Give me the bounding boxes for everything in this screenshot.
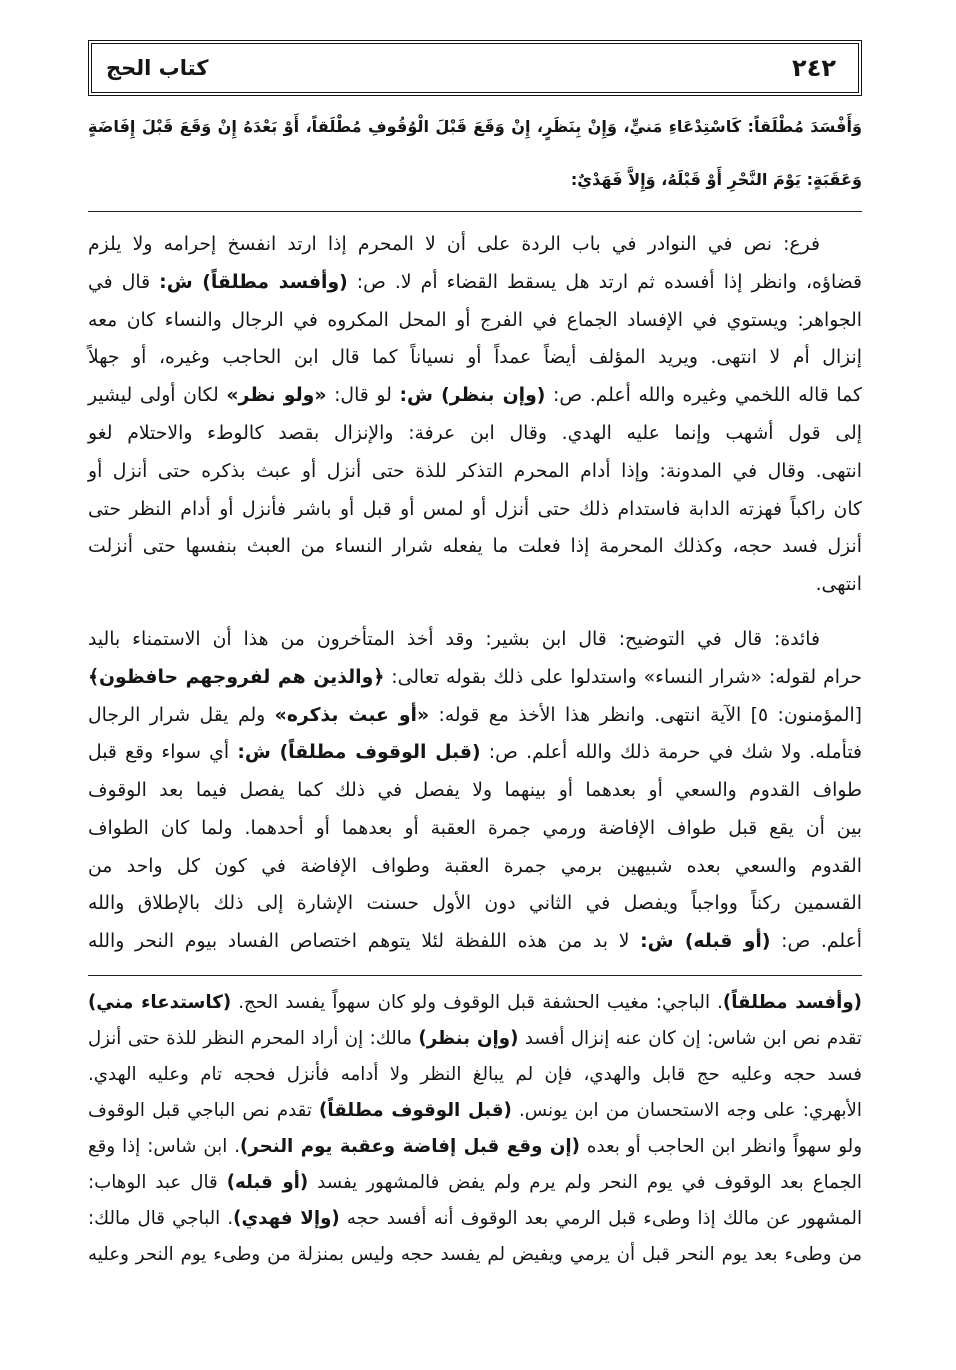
footnote-line: [88, 1093, 862, 1129]
lemma-bold: (كاستدعاء مني): [88, 992, 232, 1013]
commentary-line: [88, 923, 862, 961]
footnote-line: [88, 1129, 862, 1165]
text-segment: أي سواء وقع قبل: [88, 742, 238, 764]
text-segment: مالك: إن أراد المحرم النظر للذة حتى أنزل: [88, 1028, 419, 1049]
commentary-line: إلى قول أشهب وإنما عليه الهدي. وقال ابن عرفة: والإنزال بقصد كالوطء والاحتلام لغو: [88, 422, 862, 444]
commentary-line: القسمين ركناً وواجباً ويفصل في الثاني دون الأول حسنت الإشارة إلى ذلك بالإطلاق والله: [88, 893, 862, 915]
text-segment: قال في: [88, 271, 160, 293]
commentary-line: [88, 697, 862, 735]
text-segment: ولم يقل شرار الرجال: [88, 704, 275, 726]
quote-bold: «ولو نظر»: [226, 385, 327, 407]
text-segment: . ابن شاس: إذا وقع: [88, 1136, 241, 1157]
quran-verse: ﴿والذين هم لفروجهم حافظون﴾: [88, 666, 385, 688]
lemma-bold: (أو قبله): [226, 1172, 309, 1193]
divider-rule: [88, 211, 862, 212]
commentary-line: انتهى. وقال في المدونة: وإذا أدام المحرم التذكر للذة حتى أنزل أو عبث بذكره حتى أنزل أو: [88, 460, 862, 482]
commentary-line: [88, 734, 862, 772]
running-title: كتاب الحج: [106, 56, 209, 80]
lemma-bold: (وإن بنظر): [418, 1028, 519, 1049]
footnote-line: فسد حجه وعليه حج قابل والهدي، فإن لم يبالغ النظر ولا أدامه فأنزل فحجه تام وعليه الهدي.: [88, 1064, 862, 1085]
commentary-line: القدوم والسعي بعده شبيهين برمي جمرة العقبة وطواف الإفاضة في كون كل واحد من: [88, 855, 862, 877]
commentary-line: [88, 659, 862, 697]
footnote-line: [88, 1165, 862, 1201]
divider-rule: [88, 975, 862, 976]
running-header: [88, 40, 862, 96]
footnote-line: من وطىء بعد يوم النحر قبل أن يرمي ويفيض لم يفسد حجه وليس بمنزلة من وطىء يوم النحر وعليه: [88, 1244, 862, 1265]
commentary-line: الجواهر: ويستوي في الإفساد الجماع في الفرج أو المحل المكروه في الرجال والنساء كان معه: [88, 309, 862, 331]
matn-line: وَأَفْسَدَ مُطْلَقاً: كَاسْتِدْعَاءِ مَنيٍّ، وَإِنْ بِنَظَرٍ، إِنْ وَقَعَ قَبْلَ الْوُقُوفِ مُطْلَقاً، أَوْ بَعْدَهُ إِنْ وَقَعَ قَبْلَ إِفَاضَةٍ: [88, 117, 862, 136]
text-segment: قال عبد الوهاب:: [88, 1172, 227, 1193]
footnote-line: [88, 985, 862, 1021]
commentary-paragraph: [88, 621, 862, 961]
matn-text: [88, 100, 862, 206]
lemma-bold: (قبل الوقوف مطلقاً) ش:: [237, 742, 481, 764]
footnote-line: [88, 1201, 862, 1237]
commentary-line: [88, 264, 862, 302]
lemma-bold: (إن وقع قبل إفاضة وعقبة يوم النحر): [240, 1136, 580, 1157]
lemma-bold: (وأفسد مطلقاً): [722, 992, 862, 1013]
text-segment: تقدم نص ابن شاس: إن كان عنه إنزال أفسد: [518, 1028, 862, 1049]
text-segment: لكان أولى ليشير: [88, 385, 227, 407]
commentary-line: كان راكباً فهزته الدابة فاستدام ذلك حتى أنزل أو لمس أو قبل أو باشر فأنزل أو أدام النظر حتى: [88, 498, 862, 520]
lemma-bold: (وأفسد مطلقاً) ش:: [159, 271, 348, 293]
commentary-line: بين أن يقع قبل طواف الإفاضة ورمي جمرة العقبة أو بعدهما أو أحدهما. ولما كان الطواف: [88, 817, 862, 839]
matn-line: وَعَقَبَةٍ: يَوْمَ النَّحْرِ أَوْ قَبْلَهُ، وَإِلاَّ فَهَدْيٌ:: [570, 170, 862, 189]
text-segment: حرام لقوله: «شرار النساء» واستدلوا على ذلك بقوله تعالى:: [384, 666, 862, 688]
lemma-bold: (قبل الوقوف مطلقاً): [319, 1100, 512, 1121]
text-segment: تقدم نص الباجي قبل الوقوف: [88, 1100, 320, 1121]
commentary-line: طواف القدوم والسعي أو بعدهما أو بينهما ولا يفصل في ذلك كما يفصل فيما بعد الوقوف: [88, 780, 862, 801]
lemma-bold: (وإن بنظر) ش:: [399, 385, 546, 407]
text-segment: أعلم. ص:: [770, 931, 863, 952]
commentary-line: فرع: نص في النوادر في باب الردة على أن لا المحرم إذا ارتد انفسخ إحرامه ولا يلزم: [88, 234, 820, 255]
footnotes: [88, 985, 862, 1273]
footnote-line: [88, 1021, 862, 1057]
page-number: ٢٤٢: [792, 54, 836, 82]
text-segment: الجماع بعد الوقوف في يوم النحر ولم يرم ولم يفض فالمشهور يفسد: [308, 1172, 862, 1193]
commentary-line: فائدة: قال في التوضيح: قال ابن بشير: وقد أخذ المتأخرون من هذا أن الاستمناء باليد: [88, 629, 820, 650]
quote-bold: «أو عبث بذكره»: [274, 704, 430, 726]
text-segment: الأبهري: على وجه الاستحسان من ابن يونس.: [511, 1100, 862, 1121]
text-segment: [المؤمنون: ٥] الآية انتهى. وانظر هذا الأخذ مع قوله:: [429, 704, 862, 726]
commentary-line: انتهى.: [815, 574, 862, 596]
text-segment: ولو سهواً وانظر ابن الحاجب أو بعده: [579, 1136, 862, 1157]
text-segment: فتأمله. ولا شك في حرمة ذلك والله أعلم. ص:: [480, 742, 862, 764]
commentary-line: إنزال أم لا انتهى. ويريد المؤلف أيضاً عمداً أو نسياناً كما قال ابن الحاجب وغيره، أو جهلاً: [88, 347, 862, 369]
text-segment: . الباجي قال مالك:: [88, 1208, 234, 1229]
commentary-line: [88, 377, 862, 415]
lemma-bold: (وإلا فهدي): [233, 1208, 340, 1229]
text-segment: لا بد من هذه اللفظة لئلا يتوهم اختصاص الفساد بيوم النحر والله: [88, 931, 641, 952]
text-segment: لو قال:: [326, 385, 400, 407]
commentary-paragraph: [88, 226, 862, 604]
commentary-line: أنزل فسد حجه، وكذلك المحرمة إذا فعلت ما يفعله شرار النساء من العبث بنفسها حتى أنزلت: [88, 536, 862, 558]
text-segment: . الباجي: مغيب الحشفة قبل الوقوف ولو كان سهواً يفسد الحج.: [231, 992, 723, 1013]
text-segment: كما قاله اللخمي وغيره والله أعلم. ص:: [545, 385, 862, 407]
text-segment: المشهور عن مالك إذا وطىء قبل الرمي بعد الوقوف أنه أفسد حجه: [339, 1208, 862, 1229]
lemma-bold: (أو قبله) ش:: [640, 931, 771, 952]
text-segment: قضاؤه، وانظر إذا أفسده ثم ارتد هل يسقط القضاء أم لا. ص:: [347, 271, 862, 293]
